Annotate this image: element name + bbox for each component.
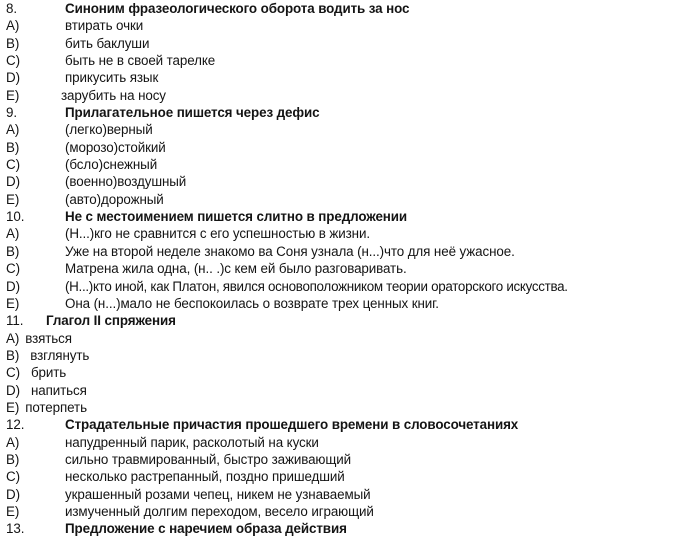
option-label: B) — [6, 347, 20, 363]
question-header — [0, 208, 698, 225]
option-label: A) — [6, 434, 20, 450]
question-header — [0, 416, 698, 433]
option-a — [0, 17, 698, 34]
option-label: A) — [6, 330, 20, 346]
option-label: E) — [6, 87, 20, 103]
option-d — [0, 382, 698, 399]
option-text: (Н...)кто иной, как Платон, явился основоположником теории ораторского искусства. — [65, 278, 568, 294]
option-label: C) — [6, 261, 20, 277]
option-e — [0, 503, 698, 520]
option-text: (авто)дорожный — [65, 191, 164, 207]
option-b — [0, 451, 698, 468]
option-text: Она (н...)мало не беспокоилась о возврате трех ценных книг. — [65, 295, 439, 311]
option-label: E) — [6, 295, 20, 311]
option-text: (морозо)стойкий — [65, 139, 166, 155]
option-text: зарубить на носу — [61, 87, 166, 103]
option-c — [0, 156, 698, 173]
option-text: взяться — [25, 330, 72, 346]
option-text: Уже на второй неделе знакомо ва Соня узнала (н...)что для неё ужасное. — [65, 243, 515, 259]
option-label: B) — [6, 243, 20, 259]
question-header — [0, 312, 698, 329]
question-header — [0, 104, 698, 121]
option-b — [0, 347, 698, 364]
option-label: D) — [6, 382, 20, 398]
option-b — [0, 139, 698, 156]
option-e — [0, 191, 698, 208]
option-text: потерпеть — [25, 399, 87, 415]
option-e — [0, 295, 698, 312]
question-header — [0, 520, 698, 537]
option-d — [0, 278, 698, 295]
option-text: бить баклуши — [65, 35, 150, 51]
question-number: 8. — [6, 1, 17, 16]
question-header — [0, 0, 698, 17]
question-number: 10. — [6, 209, 25, 225]
option-label: E) — [6, 503, 20, 519]
option-d — [0, 486, 698, 503]
question-text: Глагол II спряжения — [46, 313, 176, 329]
question-11 — [0, 312, 698, 416]
option-label: C) — [6, 53, 20, 69]
question-12 — [0, 416, 698, 520]
option-label: B) — [6, 35, 20, 51]
question-text: Прилагательное пишется через дефис — [65, 105, 320, 121]
question-text: Не с местоимением пишется слитно в предложении — [65, 209, 408, 225]
option-b — [0, 243, 698, 260]
option-a — [0, 225, 698, 242]
option-d — [0, 173, 698, 190]
option-label: A) — [6, 226, 20, 242]
option-text: взглянуть — [30, 347, 90, 363]
option-b — [0, 35, 698, 52]
option-c — [0, 52, 698, 69]
option-label: D) — [6, 70, 20, 86]
option-label: A) — [6, 122, 20, 138]
option-label: C) — [6, 365, 20, 381]
question-number: 13. — [6, 521, 25, 537]
option-label: D) — [6, 486, 20, 502]
option-text: быть не в своей тарелке — [65, 53, 216, 69]
option-label: E) — [6, 191, 20, 207]
question-text: Страдательные причастия прошедшего времени в словосочетаниях — [65, 417, 519, 433]
option-a — [0, 330, 698, 347]
question-13 — [0, 520, 698, 537]
question-text: Предложение с наречием образа действия — [65, 521, 347, 537]
option-label: C) — [6, 157, 20, 173]
question-text: Синоним фразеологического оборота водить за нос — [65, 1, 410, 16]
option-text: прикусить язык — [65, 70, 159, 86]
option-text: (бсло)снежный — [65, 157, 158, 173]
option-label: D) — [6, 174, 20, 190]
option-d — [0, 69, 698, 86]
option-a — [0, 434, 698, 451]
option-e — [0, 87, 698, 104]
option-text: (легко)верный — [65, 122, 153, 138]
question-8 — [0, 0, 698, 104]
option-label: C) — [6, 469, 20, 485]
option-text: напудренный парик, расколотый на куски — [65, 434, 319, 450]
option-label: B) — [6, 451, 20, 467]
question-number: 12. — [6, 417, 25, 433]
option-text: брить — [30, 365, 67, 381]
option-c — [0, 468, 698, 485]
option-e — [0, 399, 698, 416]
option-text: украшенный розами чепец, никем не узнаваемый — [65, 486, 371, 502]
option-c — [0, 364, 698, 381]
option-text: напиться — [30, 382, 87, 398]
option-text: втирать очки — [65, 18, 144, 34]
option-label: D) — [6, 278, 20, 294]
option-text: (Н...)кго не сравнится с его успешностью в жизни. — [65, 226, 370, 242]
option-text: Матрена жила одна, (н.. .)с кем ей было разговаривать. — [65, 261, 407, 277]
option-label: E) — [6, 399, 20, 415]
question-number: 11. — [6, 313, 24, 329]
option-text: (военно)воздушный — [65, 174, 187, 190]
question-10 — [0, 208, 698, 312]
option-text: несколько растрепанный, поздно пришедший — [65, 469, 345, 485]
option-label: B) — [6, 139, 20, 155]
question-number: 9. — [6, 105, 17, 121]
option-text: измученный долгим переходом, весело играющий — [65, 503, 374, 519]
option-c — [0, 260, 698, 277]
option-label: A) — [6, 18, 20, 34]
option-a — [0, 121, 698, 138]
question-9 — [0, 104, 698, 208]
option-text: сильно травмированный, быстро заживающий — [65, 451, 352, 467]
